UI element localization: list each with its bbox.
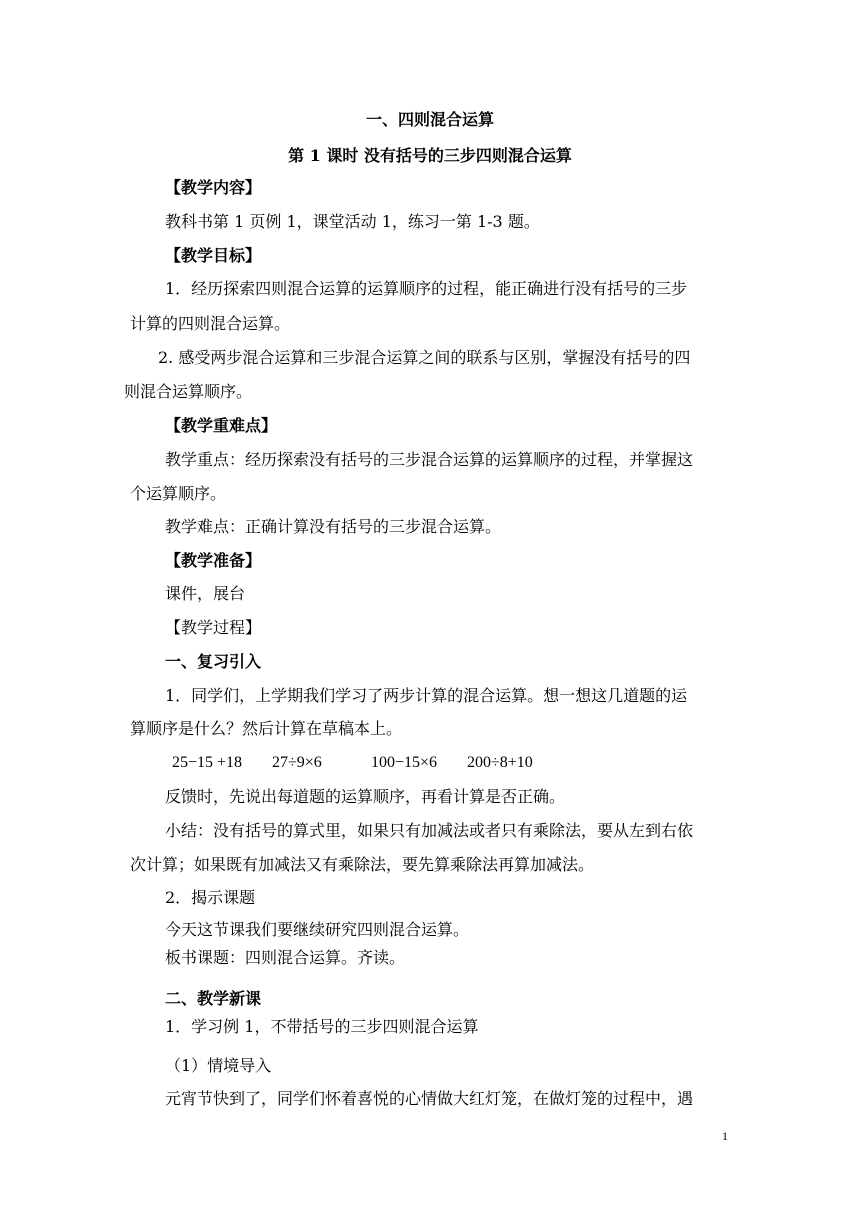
content-text: 教科书第 1 页例 1，课堂活动 1，练习一第 1-3 题。 [165,212,540,231]
key-line2: 个运算顺序。 [130,484,227,503]
content-heading: 【教学内容】 [165,178,262,197]
p1-line1: 1．同学们，上学期我们学习了两步计算的混合运算。想一想这几道题的运 [165,686,688,705]
summary-line1: 小结：没有括号的算式里，如果只有加减法或者只有乘除法，要从左到右依 [165,821,694,840]
part2-heading: 二、教学新课 [165,989,262,1008]
page-number: 1 [722,1129,728,1143]
prep-heading: 【教学准备】 [165,551,262,570]
process-heading: 【教学过程】 [165,618,262,637]
expression-3: 100−15×6 [371,754,438,771]
learn-text: 1．学习例 1，不带括号的三步四则混合运算 [165,1017,479,1036]
expression-4: 200÷8+10 [467,754,533,771]
summary-line2: 次计算；如果既有加减法又有乘除法，要先算乘除法再算加减法。 [130,855,595,874]
key-line1: 教学重点：经历探索没有括号的三步混合运算的运算顺序的过程，并掌握这 [165,450,694,469]
prep-text: 课件，展台 [165,584,246,603]
reveal-topic: 2．揭示课题 [165,888,256,907]
expression-2: 27÷9×6 [272,754,322,771]
board-text: 板书课题：四则混合运算。齐读。 [165,948,406,967]
today-text: 今天这节课我们要继续研究四则混合运算。 [165,920,470,939]
key-heading: 【教学重难点】 [165,416,278,435]
difficulty-text: 教学难点：正确计算没有括号的三步混合运算。 [165,517,502,536]
goal2-line2: 则混合运算顺序。 [124,382,253,401]
goals-heading: 【教学目标】 [165,246,262,265]
chapter-title: 一、四则混合运算 [365,110,494,129]
expression-1: 25−15 +18 [172,754,243,771]
part1-heading: 一、复习引入 [165,652,262,671]
lesson-subtitle: 第 1 课时 没有括号的三步四则混合运算 [288,146,572,165]
scene-text: （1）情境导入 [165,1056,272,1075]
story-line1: 元宵节快到了，同学们怀着喜悦的心情做大红灯笼，在做灯笼的过程中，遇 [165,1089,694,1108]
goal1-line2: 计算的四则混合运算。 [130,314,291,333]
goal1-line1: 1．经历探索四则混合运算的运算顺序的过程，能正确进行没有括号的三步 [165,279,688,298]
goal2-line1: 2. 感受两步混合运算和三步混合运算之间的联系与区别，掌握没有括号的四 [158,348,691,367]
p1-line2: 算顺序是什么？然后计算在草稿本上。 [130,719,403,738]
feedback-text: 反馈时，先说出每道题的运算顺序，再看计算是否正确。 [165,787,566,806]
